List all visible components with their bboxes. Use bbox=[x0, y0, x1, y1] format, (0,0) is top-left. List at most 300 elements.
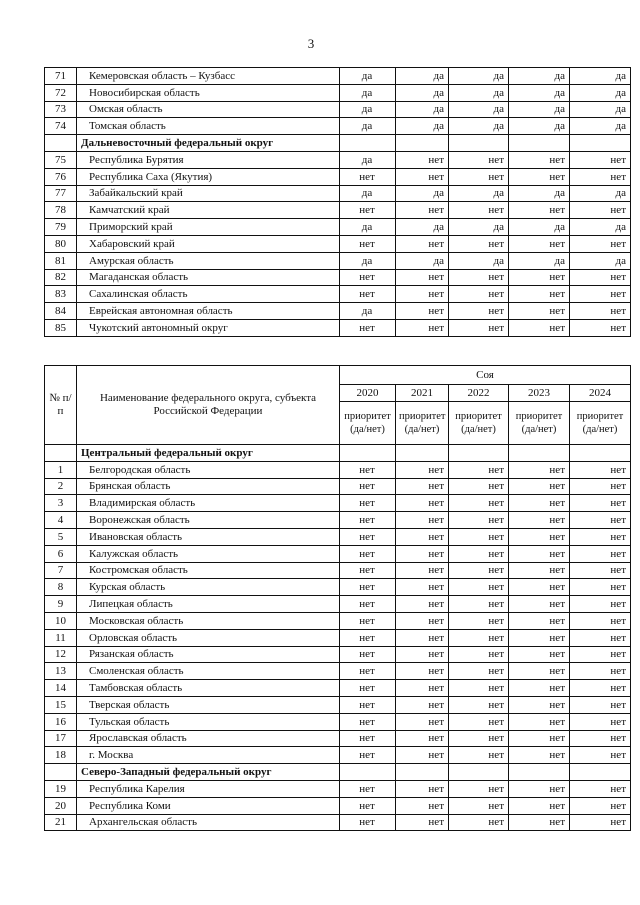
table-row bbox=[45, 101, 631, 118]
table-row bbox=[45, 562, 631, 579]
row-number: 14 bbox=[45, 680, 77, 697]
row-number: 4 bbox=[45, 512, 77, 529]
table-row bbox=[45, 252, 631, 269]
priority-value: нет bbox=[340, 612, 396, 629]
priority-value: да bbox=[340, 219, 396, 236]
region-name: Хабаровский край bbox=[77, 235, 340, 252]
priority-value: нет bbox=[449, 612, 509, 629]
priority-value: нет bbox=[509, 168, 570, 185]
header-year: 2023 bbox=[509, 385, 570, 402]
table-row bbox=[45, 780, 631, 797]
section-num-cell bbox=[45, 764, 77, 781]
row-number: 80 bbox=[45, 235, 77, 252]
priority-value: нет bbox=[509, 512, 570, 529]
row-number: 13 bbox=[45, 663, 77, 680]
priority-value: да bbox=[509, 185, 570, 202]
priority-value: нет bbox=[570, 512, 631, 529]
priority-value: нет bbox=[570, 797, 631, 814]
priority-value: нет bbox=[340, 495, 396, 512]
table-row bbox=[45, 814, 631, 831]
table-row bbox=[45, 797, 631, 814]
table-row bbox=[45, 696, 631, 713]
priority-value: нет bbox=[449, 545, 509, 562]
section-empty-cell bbox=[570, 445, 631, 462]
priority-value: нет bbox=[396, 303, 449, 320]
priority-value: да bbox=[449, 101, 509, 118]
priority-value: нет bbox=[570, 612, 631, 629]
table-row bbox=[45, 629, 631, 646]
table-row bbox=[45, 68, 631, 85]
table-row bbox=[45, 319, 631, 336]
region-name: Чукотский автономный округ bbox=[77, 319, 340, 336]
region-name: Республика Коми bbox=[77, 797, 340, 814]
region-name: Смоленская область bbox=[77, 663, 340, 680]
priority-value: нет bbox=[509, 528, 570, 545]
table-row bbox=[45, 545, 631, 562]
row-number: 20 bbox=[45, 797, 77, 814]
priority-value: нет bbox=[396, 528, 449, 545]
priority-value: нет bbox=[340, 596, 396, 613]
row-number: 10 bbox=[45, 612, 77, 629]
region-name: Брянская область bbox=[77, 478, 340, 495]
header-year: 2024 bbox=[570, 385, 631, 402]
priority-value: да bbox=[449, 68, 509, 85]
row-number: 18 bbox=[45, 747, 77, 764]
priority-value: нет bbox=[509, 303, 570, 320]
section-empty-cell bbox=[570, 764, 631, 781]
section-empty-cell bbox=[340, 135, 396, 152]
priority-table-continued bbox=[44, 67, 631, 337]
priority-value: нет bbox=[449, 562, 509, 579]
header-priority-label: приоритет (да/нет) bbox=[509, 402, 570, 445]
region-name: Ярославская область bbox=[77, 730, 340, 747]
section-empty-cell bbox=[340, 764, 396, 781]
priority-value: нет bbox=[449, 730, 509, 747]
priority-value: да bbox=[570, 68, 631, 85]
section-num-cell bbox=[45, 445, 77, 462]
priority-value: да bbox=[570, 219, 631, 236]
table-row bbox=[45, 219, 631, 236]
priority-value: нет bbox=[396, 713, 449, 730]
priority-value: нет bbox=[509, 646, 570, 663]
priority-value: нет bbox=[509, 579, 570, 596]
region-name: Калужская область bbox=[77, 545, 340, 562]
priority-value: нет bbox=[509, 545, 570, 562]
priority-value: нет bbox=[396, 797, 449, 814]
region-name: Белгородская область bbox=[77, 461, 340, 478]
priority-value: нет bbox=[340, 461, 396, 478]
priority-value: нет bbox=[570, 663, 631, 680]
priority-value: нет bbox=[570, 713, 631, 730]
priority-value: нет bbox=[570, 319, 631, 336]
header-name: Наименование федерального округа, субъекта Российской Федерации bbox=[77, 366, 340, 445]
priority-value: да bbox=[570, 84, 631, 101]
priority-value: да bbox=[396, 84, 449, 101]
region-name: Приморский край bbox=[77, 219, 340, 236]
priority-value: нет bbox=[340, 528, 396, 545]
row-number: 12 bbox=[45, 646, 77, 663]
region-name: Новосибирская область bbox=[77, 84, 340, 101]
priority-value: нет bbox=[449, 797, 509, 814]
priority-value: нет bbox=[396, 495, 449, 512]
table-row bbox=[45, 185, 631, 202]
table-row bbox=[45, 579, 631, 596]
table2-body bbox=[45, 445, 631, 831]
region-name: г. Москва bbox=[77, 747, 340, 764]
table-row bbox=[45, 168, 631, 185]
row-number: 1 bbox=[45, 461, 77, 478]
priority-value: нет bbox=[340, 696, 396, 713]
priority-value: нет bbox=[340, 646, 396, 663]
priority-value: да bbox=[570, 118, 631, 135]
region-name: Томская область bbox=[77, 118, 340, 135]
priority-value: нет bbox=[396, 478, 449, 495]
priority-value: да bbox=[396, 118, 449, 135]
priority-value: да bbox=[340, 68, 396, 85]
priority-value: нет bbox=[509, 713, 570, 730]
priority-value: нет bbox=[570, 235, 631, 252]
row-number: 7 bbox=[45, 562, 77, 579]
priority-value: нет bbox=[449, 151, 509, 168]
table-row bbox=[45, 151, 631, 168]
priority-value: нет bbox=[449, 629, 509, 646]
priority-value: нет bbox=[509, 286, 570, 303]
priority-value: да bbox=[396, 68, 449, 85]
row-number: 77 bbox=[45, 185, 77, 202]
priority-value: нет bbox=[340, 319, 396, 336]
row-number: 76 bbox=[45, 168, 77, 185]
priority-value: нет bbox=[570, 579, 631, 596]
priority-value: нет bbox=[396, 629, 449, 646]
priority-value: нет bbox=[340, 713, 396, 730]
priority-value: нет bbox=[449, 663, 509, 680]
priority-value: нет bbox=[396, 512, 449, 529]
priority-value: да bbox=[340, 101, 396, 118]
priority-value: да bbox=[396, 185, 449, 202]
priority-value: да bbox=[570, 252, 631, 269]
priority-value: нет bbox=[509, 663, 570, 680]
row-number: 72 bbox=[45, 84, 77, 101]
row-number: 81 bbox=[45, 252, 77, 269]
priority-value: нет bbox=[570, 646, 631, 663]
table-row bbox=[45, 747, 631, 764]
region-name: Республика Бурятия bbox=[77, 151, 340, 168]
priority-value: нет bbox=[570, 151, 631, 168]
table1-body bbox=[45, 68, 631, 337]
priority-value: нет bbox=[396, 814, 449, 831]
section-empty-cell bbox=[570, 135, 631, 152]
priority-value: нет bbox=[396, 168, 449, 185]
region-name: Костромская область bbox=[77, 562, 340, 579]
row-number: 85 bbox=[45, 319, 77, 336]
priority-value: нет bbox=[340, 545, 396, 562]
table-row bbox=[45, 303, 631, 320]
priority-value: нет bbox=[570, 747, 631, 764]
priority-value: да bbox=[396, 252, 449, 269]
priority-value: нет bbox=[570, 303, 631, 320]
section-empty-cell bbox=[509, 135, 570, 152]
section-empty-cell bbox=[449, 764, 509, 781]
priority-value: нет bbox=[449, 319, 509, 336]
region-name: Тверская область bbox=[77, 696, 340, 713]
region-name: Владимирская область bbox=[77, 495, 340, 512]
table-row bbox=[45, 461, 631, 478]
priority-value: нет bbox=[449, 512, 509, 529]
priority-value: нет bbox=[509, 269, 570, 286]
priority-value: нет bbox=[396, 286, 449, 303]
priority-value: нет bbox=[509, 151, 570, 168]
priority-value: да bbox=[509, 101, 570, 118]
priority-value: нет bbox=[509, 814, 570, 831]
section-empty-cell bbox=[396, 445, 449, 462]
priority-value: нет bbox=[396, 730, 449, 747]
section-row bbox=[45, 445, 631, 462]
priority-value: нет bbox=[340, 780, 396, 797]
priority-value: да bbox=[340, 118, 396, 135]
priority-value: нет bbox=[449, 235, 509, 252]
region-name: Сахалинская область bbox=[77, 286, 340, 303]
priority-value: нет bbox=[340, 269, 396, 286]
row-number: 5 bbox=[45, 528, 77, 545]
priority-value: да bbox=[449, 219, 509, 236]
row-number: 84 bbox=[45, 303, 77, 320]
priority-value: да bbox=[396, 219, 449, 236]
priority-value: да bbox=[509, 219, 570, 236]
table-row bbox=[45, 646, 631, 663]
table-row bbox=[45, 202, 631, 219]
priority-value: нет bbox=[570, 629, 631, 646]
header-num: № п/п bbox=[45, 366, 77, 445]
priority-value: нет bbox=[396, 579, 449, 596]
priority-value: нет bbox=[449, 461, 509, 478]
priority-value: нет bbox=[396, 235, 449, 252]
priority-value: нет bbox=[449, 680, 509, 697]
row-number: 73 bbox=[45, 101, 77, 118]
priority-value: нет bbox=[340, 235, 396, 252]
section-row bbox=[45, 764, 631, 781]
region-name: Омская область bbox=[77, 101, 340, 118]
region-name: Тамбовская область bbox=[77, 680, 340, 697]
priority-value: нет bbox=[570, 269, 631, 286]
priority-value: нет bbox=[396, 596, 449, 613]
table-row bbox=[45, 512, 631, 529]
priority-value: нет bbox=[340, 478, 396, 495]
priority-value: нет bbox=[509, 235, 570, 252]
priority-value: нет bbox=[396, 545, 449, 562]
table-row bbox=[45, 612, 631, 629]
section-title: Северо-Западный федеральный округ bbox=[77, 764, 340, 781]
priority-value: нет bbox=[509, 478, 570, 495]
priority-value: нет bbox=[570, 528, 631, 545]
row-number: 78 bbox=[45, 202, 77, 219]
priority-value: да bbox=[509, 118, 570, 135]
region-name: Еврейская автономная область bbox=[77, 303, 340, 320]
priority-value: нет bbox=[570, 696, 631, 713]
priority-value: нет bbox=[449, 696, 509, 713]
region-name: Ивановская область bbox=[77, 528, 340, 545]
table-row bbox=[45, 235, 631, 252]
priority-value: нет bbox=[396, 612, 449, 629]
priority-value: нет bbox=[570, 680, 631, 697]
priority-value: нет bbox=[340, 562, 396, 579]
priority-value: да bbox=[340, 252, 396, 269]
table-row bbox=[45, 730, 631, 747]
region-name: Магаданская область bbox=[77, 269, 340, 286]
priority-value: нет bbox=[570, 495, 631, 512]
region-name: Республика Карелия bbox=[77, 780, 340, 797]
row-number: 8 bbox=[45, 579, 77, 596]
priority-value: нет bbox=[449, 747, 509, 764]
row-number: 15 bbox=[45, 696, 77, 713]
priority-value: нет bbox=[449, 713, 509, 730]
section-num-cell bbox=[45, 135, 77, 152]
region-name: Камчатский край bbox=[77, 202, 340, 219]
priority-value: нет bbox=[509, 680, 570, 697]
section-empty-cell bbox=[509, 764, 570, 781]
priority-value: нет bbox=[396, 461, 449, 478]
region-name: Архангельская область bbox=[77, 814, 340, 831]
priority-value: нет bbox=[396, 663, 449, 680]
priority-value: нет bbox=[449, 579, 509, 596]
priority-value: нет bbox=[509, 202, 570, 219]
priority-value: нет bbox=[396, 269, 449, 286]
priority-value: нет bbox=[509, 780, 570, 797]
region-name: Курская область bbox=[77, 579, 340, 596]
priority-value: нет bbox=[509, 747, 570, 764]
row-number: 82 bbox=[45, 269, 77, 286]
priority-value: да bbox=[509, 84, 570, 101]
section-empty-cell bbox=[340, 445, 396, 462]
table2-header bbox=[45, 366, 631, 445]
priority-value: нет bbox=[570, 286, 631, 303]
priority-value: да bbox=[509, 68, 570, 85]
priority-value: нет bbox=[509, 797, 570, 814]
section-empty-cell bbox=[396, 764, 449, 781]
priority-value: нет bbox=[570, 730, 631, 747]
row-number: 6 bbox=[45, 545, 77, 562]
priority-value: нет bbox=[396, 202, 449, 219]
region-name: Кемеровская область – Кузбасс bbox=[77, 68, 340, 85]
header-year: 2022 bbox=[449, 385, 509, 402]
priority-value: нет bbox=[396, 696, 449, 713]
table-row bbox=[45, 680, 631, 697]
priority-value: нет bbox=[570, 478, 631, 495]
region-name: Липецкая область bbox=[77, 596, 340, 613]
priority-value: нет bbox=[570, 202, 631, 219]
priority-value: нет bbox=[570, 562, 631, 579]
priority-value: да bbox=[340, 303, 396, 320]
priority-value: нет bbox=[509, 319, 570, 336]
priority-value: нет bbox=[340, 663, 396, 680]
priority-value: нет bbox=[340, 629, 396, 646]
priority-value: нет bbox=[449, 286, 509, 303]
row-number: 2 bbox=[45, 478, 77, 495]
priority-value: нет bbox=[509, 696, 570, 713]
priority-value: нет bbox=[509, 495, 570, 512]
priority-value: да bbox=[340, 84, 396, 101]
row-number: 75 bbox=[45, 151, 77, 168]
table-row bbox=[45, 528, 631, 545]
priority-value: нет bbox=[509, 596, 570, 613]
priority-value: да bbox=[340, 185, 396, 202]
page-number: 3 bbox=[307, 36, 315, 51]
priority-value: нет bbox=[449, 646, 509, 663]
section-empty-cell bbox=[449, 445, 509, 462]
header-year: 2020 bbox=[340, 385, 396, 402]
section-row bbox=[45, 135, 631, 152]
priority-value: нет bbox=[570, 461, 631, 478]
priority-value: нет bbox=[340, 512, 396, 529]
region-name: Забайкальский край bbox=[77, 185, 340, 202]
row-number: 21 bbox=[45, 814, 77, 831]
priority-value: нет bbox=[340, 579, 396, 596]
priority-value: нет bbox=[449, 478, 509, 495]
region-name: Воронежская область bbox=[77, 512, 340, 529]
row-number: 71 bbox=[45, 68, 77, 85]
priority-value: да bbox=[449, 84, 509, 101]
priority-value: нет bbox=[509, 629, 570, 646]
row-number: 79 bbox=[45, 219, 77, 236]
row-number: 11 bbox=[45, 629, 77, 646]
table-row bbox=[45, 269, 631, 286]
row-number: 3 bbox=[45, 495, 77, 512]
priority-value: нет bbox=[340, 814, 396, 831]
priority-value: да bbox=[396, 101, 449, 118]
header-priority-label: приоритет (да/нет) bbox=[449, 402, 509, 445]
header-priority-label: приоритет (да/нет) bbox=[396, 402, 449, 445]
row-number: 16 bbox=[45, 713, 77, 730]
priority-value: нет bbox=[449, 303, 509, 320]
priority-value: да bbox=[340, 151, 396, 168]
table-row bbox=[45, 118, 631, 135]
priority-value: нет bbox=[449, 269, 509, 286]
priority-value: нет bbox=[570, 780, 631, 797]
priority-value: нет bbox=[449, 814, 509, 831]
priority-value: нет bbox=[509, 461, 570, 478]
row-number: 17 bbox=[45, 730, 77, 747]
priority-value: нет bbox=[396, 562, 449, 579]
row-number: 74 bbox=[45, 118, 77, 135]
priority-value: нет bbox=[396, 780, 449, 797]
priority-value: да bbox=[449, 118, 509, 135]
header-crop: Соя bbox=[340, 366, 631, 385]
priority-value: нет bbox=[340, 680, 396, 697]
priority-value: нет bbox=[396, 747, 449, 764]
priority-value: нет bbox=[570, 814, 631, 831]
section-title: Центральный федеральный округ bbox=[77, 445, 340, 462]
priority-value: нет bbox=[509, 612, 570, 629]
priority-value: нет bbox=[449, 528, 509, 545]
row-number: 9 bbox=[45, 596, 77, 613]
table-row bbox=[45, 663, 631, 680]
section-empty-cell bbox=[396, 135, 449, 152]
table-row bbox=[45, 286, 631, 303]
section-title: Дальневосточный федеральный округ bbox=[77, 135, 340, 152]
priority-value: да bbox=[449, 185, 509, 202]
priority-value: нет bbox=[396, 646, 449, 663]
priority-value: нет bbox=[570, 596, 631, 613]
priority-value: нет bbox=[396, 680, 449, 697]
priority-value: нет bbox=[340, 797, 396, 814]
priority-value: нет bbox=[509, 730, 570, 747]
table-row bbox=[45, 84, 631, 101]
priority-value: нет bbox=[340, 168, 396, 185]
table-row bbox=[45, 713, 631, 730]
priority-value: нет bbox=[570, 545, 631, 562]
table-row bbox=[45, 495, 631, 512]
priority-value: да bbox=[449, 252, 509, 269]
header-priority-label: приоритет (да/нет) bbox=[570, 402, 631, 445]
